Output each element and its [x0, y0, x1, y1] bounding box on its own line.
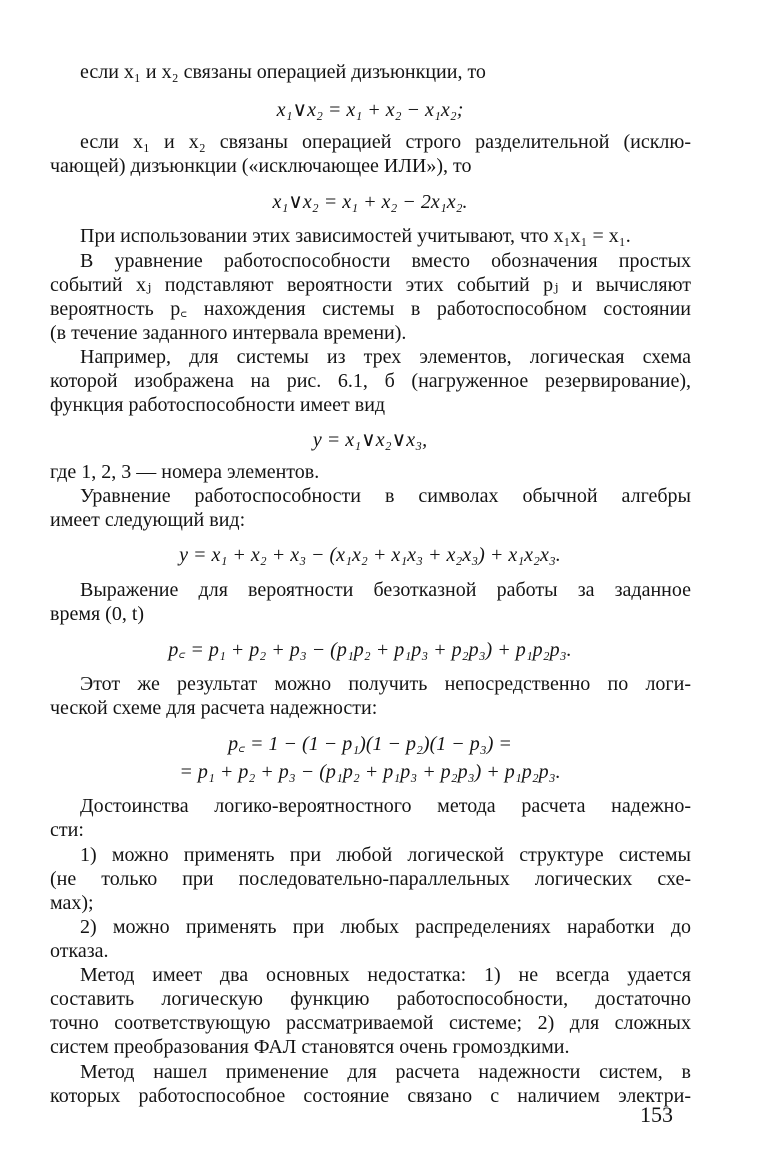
- formula-line: = p₁ + p₂ + p₃ − (p₁p₂ + p₁p₃ + p₂p₃) + p₁p₂p₃.: [179, 761, 561, 783]
- text-line: где 1, 2, 3 — номера элементов.: [50, 461, 320, 483]
- text-line: событий xⱼ подставляют вероятности этих событий pⱼ и вычисляют: [50, 274, 691, 296]
- formula-line: p꜀ = p₁ + p₂ + p₃ − (p₁p₂ + p₁p₃ + p₂p₃) + p₁p₂p₃.: [168, 639, 572, 661]
- text-line: систем преобразования ФАЛ становятся очень громоздкими.: [50, 1036, 570, 1058]
- text-line: если x₁ и x₂ связаны операцией строго разделительной (исклю-: [80, 131, 691, 153]
- text-line: которой изображена на рис. 6.1, б (нагруженное резервирование),: [50, 370, 691, 392]
- text-line: ческой схеме для расчета надежности:: [50, 697, 378, 719]
- text-line: которых работоспособное состояние связано с наличием электри-: [50, 1085, 691, 1107]
- text-line: Уравнение работоспособности в символах обычной алгебры: [80, 485, 691, 507]
- text-line: Метод имеет два основных недостатка: 1) не всегда удается: [80, 964, 691, 986]
- text-line: чающей) дизъюнкции («исключающее ИЛИ»), то: [50, 155, 472, 177]
- formula-line: y = x₁ + x₂ + x₃ − (x₁x₂ + x₁x₃ + x₂x₃) + x₁x₂x₃.: [179, 544, 561, 566]
- formula-line: x₁∨x₂ = x₁ + x₂ − x₁x₂;: [276, 99, 464, 121]
- text-line: сти:: [50, 819, 84, 841]
- text-line: отказа.: [50, 940, 109, 962]
- formula-line: y = x₁∨x₂∨x₃,: [312, 429, 428, 451]
- page-number: 153: [640, 1102, 673, 1127]
- text-line: При использовании этих зависимостей учитывают, что x₁x₁ = x₁.: [80, 225, 631, 247]
- text-line: вероятность p꜀ нахождения системы в работоспособном состоянии: [50, 298, 691, 320]
- formula-line: x₁∨x₂ = x₁ + x₂ − 2x₁x₂.: [272, 191, 468, 213]
- text-line: функция работоспособности имеет вид: [50, 394, 386, 416]
- text-line: 1) можно применять при любой логической структуре системы: [80, 844, 691, 866]
- text-line: Выражение для вероятности безотказной работы за заданное: [80, 579, 691, 601]
- text-line: Метод нашел применение для расчета надежности систем, в: [80, 1061, 691, 1083]
- text-line: имеет следующий вид:: [50, 509, 246, 531]
- text-line: мах);: [50, 892, 94, 914]
- text-line: Достоинства логико-вероятностного метода расчета надежно-: [80, 795, 691, 817]
- text-line: (в течение заданного интервала времени).: [50, 322, 407, 344]
- text-line: Этот же результат можно получить непосредственно по логи-: [80, 673, 691, 695]
- text-line: (не только при последовательно-параллельных логических схе-: [50, 868, 691, 890]
- text-line: время (0, t): [50, 603, 145, 625]
- text-line: 2) можно применять при любых распределениях наработки до: [80, 916, 691, 938]
- text-line: составить логическую функцию работоспособности, достаточно: [50, 988, 691, 1010]
- text-line: В уравнение работоспособности вместо обозначения простых: [80, 250, 691, 272]
- text-line: точно соответствующую рассматриваемой системе; 2) для сложных: [50, 1012, 691, 1034]
- text-line: если x₁ и x₂ связаны операцией дизъюнкции, то: [80, 61, 486, 83]
- text-line: Например, для системы из трех элементов, логическая схема: [80, 346, 691, 368]
- formula-line: p꜀ = 1 − (1 − p₁)(1 − p₂)(1 − p₃) =: [228, 733, 512, 755]
